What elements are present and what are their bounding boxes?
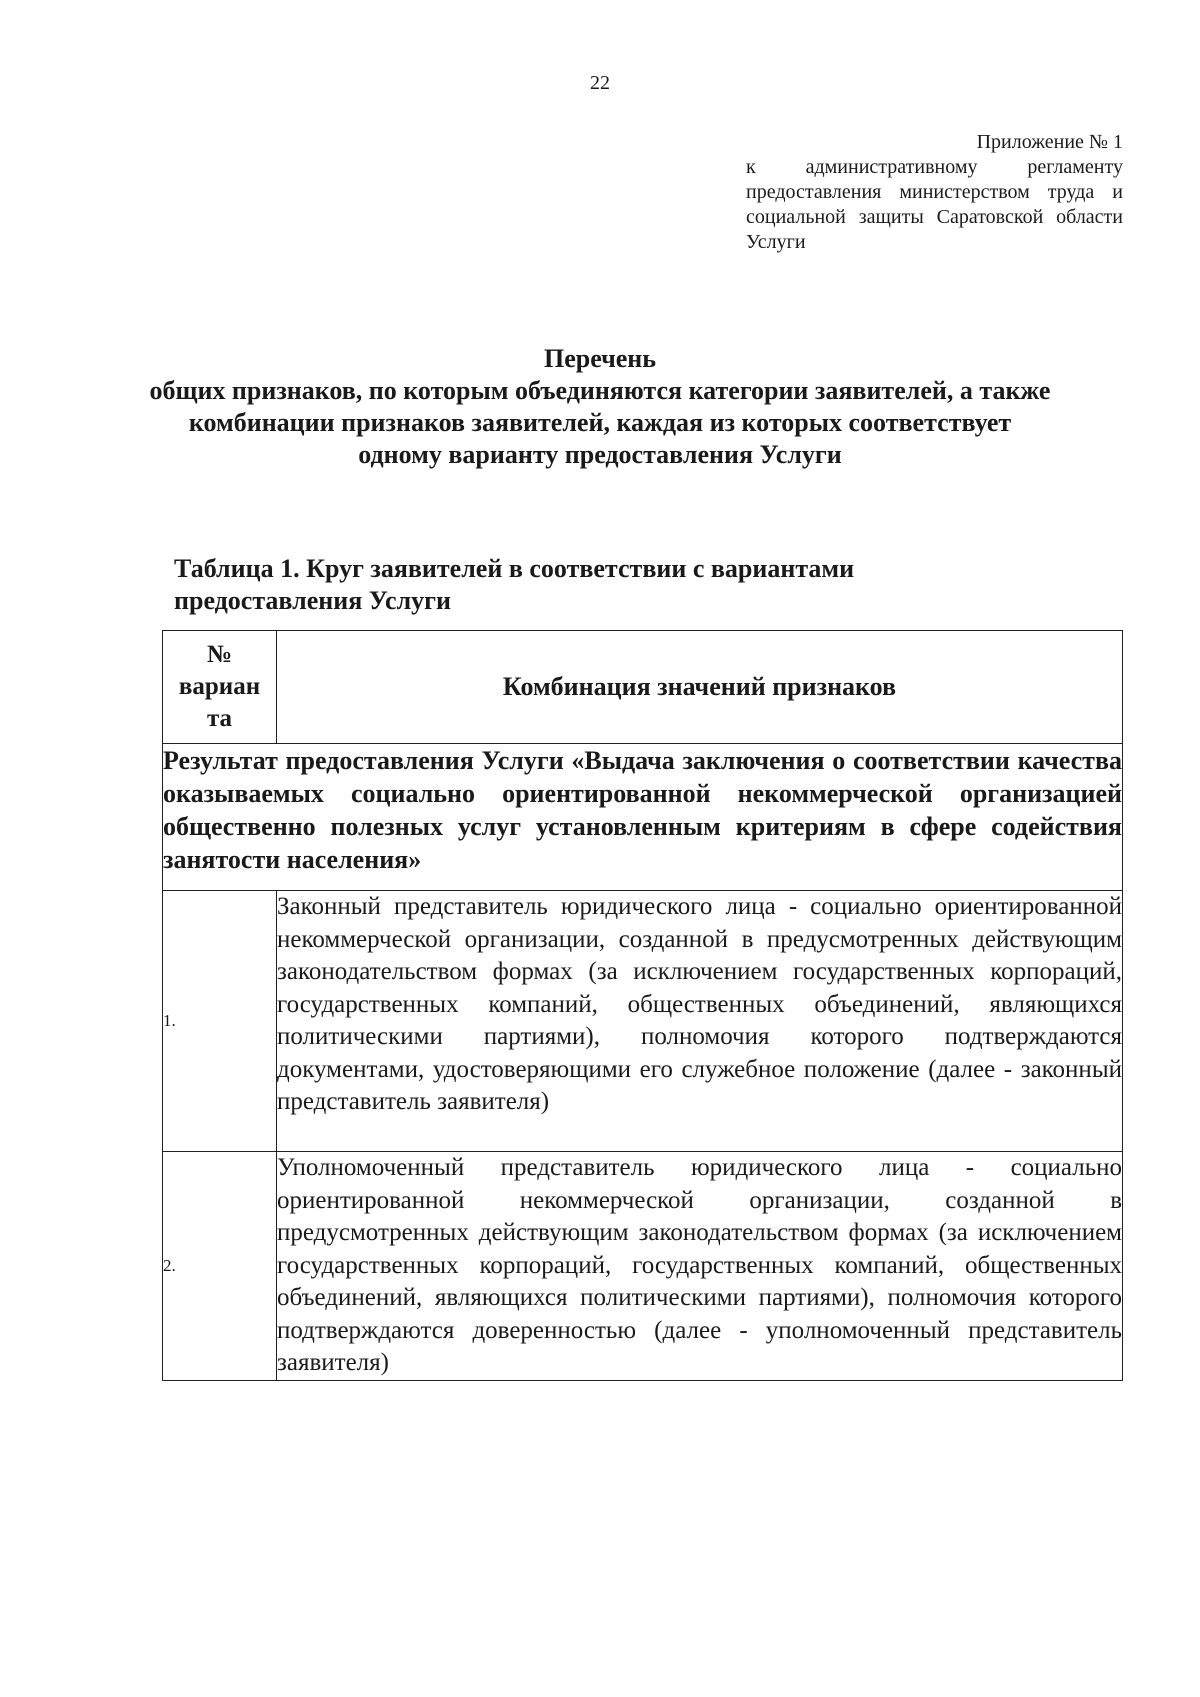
appendix-text: к административному регламенту предоставления министерством труда и социальной защиты Саратовской области Услуги: [746, 156, 1123, 253]
page-number: 22: [590, 72, 610, 94]
table-result-row: [163, 744, 1123, 891]
appendix-title: Приложение № 1: [976, 131, 1123, 153]
variant-number: 1.: [163, 891, 277, 1152]
header-combination: Комбинация значений признаков: [277, 631, 1123, 744]
table-row: [163, 891, 1123, 1152]
variant-description: Законный представитель юридического лица - социально ориентированной некоммерческой организации, созданной в предусмотренных действующим законодательством формах (за исключением государственных корпораций, государственных компаний, общественных объединений, являющихся политическими партиями), полномочия которого подтверждаются документами, удостоверяющими его служебное положение (далее - законный представитель заявителя): [277, 891, 1123, 1152]
variant-description: Уполномоченный представитель юридического лица - социально ориентированной некоммерческой организации, созданной в предусмотренных действующим законодательством формах (за исключением государственных корпораций, государственных компаний, общественных объединений, являющихся политическими партиями), полномочия которого подтверждаются доверенностью (далее - уполномоченный представитель заявителя): [277, 1152, 1123, 1381]
appendix-block: [746, 130, 1123, 255]
variant-number: 2.: [163, 1152, 277, 1381]
applicants-table: [162, 630, 1123, 1381]
document-title-main: Перечень: [543, 344, 657, 373]
result-title: Результат предоставления Услуги «Выдача заключения о соответствии качества оказываемых социально ориентированной некоммерческой организацией общественно полезных услуг установленным критериям в сфере содействия занятости населения»: [163, 744, 1123, 891]
header-variant-number: № вариан та: [163, 631, 277, 744]
table-header-row: [163, 631, 1123, 744]
document-title: [130, 343, 1070, 471]
document-title-sub: общих признаков, по которым объединяются категории заявителей, а также комбинации признаков заявителей, каждая из которых соответствует одному варианту предоставления Услуги: [149, 376, 1051, 469]
table-caption: Таблица 1. Круг заявителей в соответствии с вариантами предоставления Услуги: [174, 554, 855, 615]
table-row: [163, 1152, 1123, 1381]
